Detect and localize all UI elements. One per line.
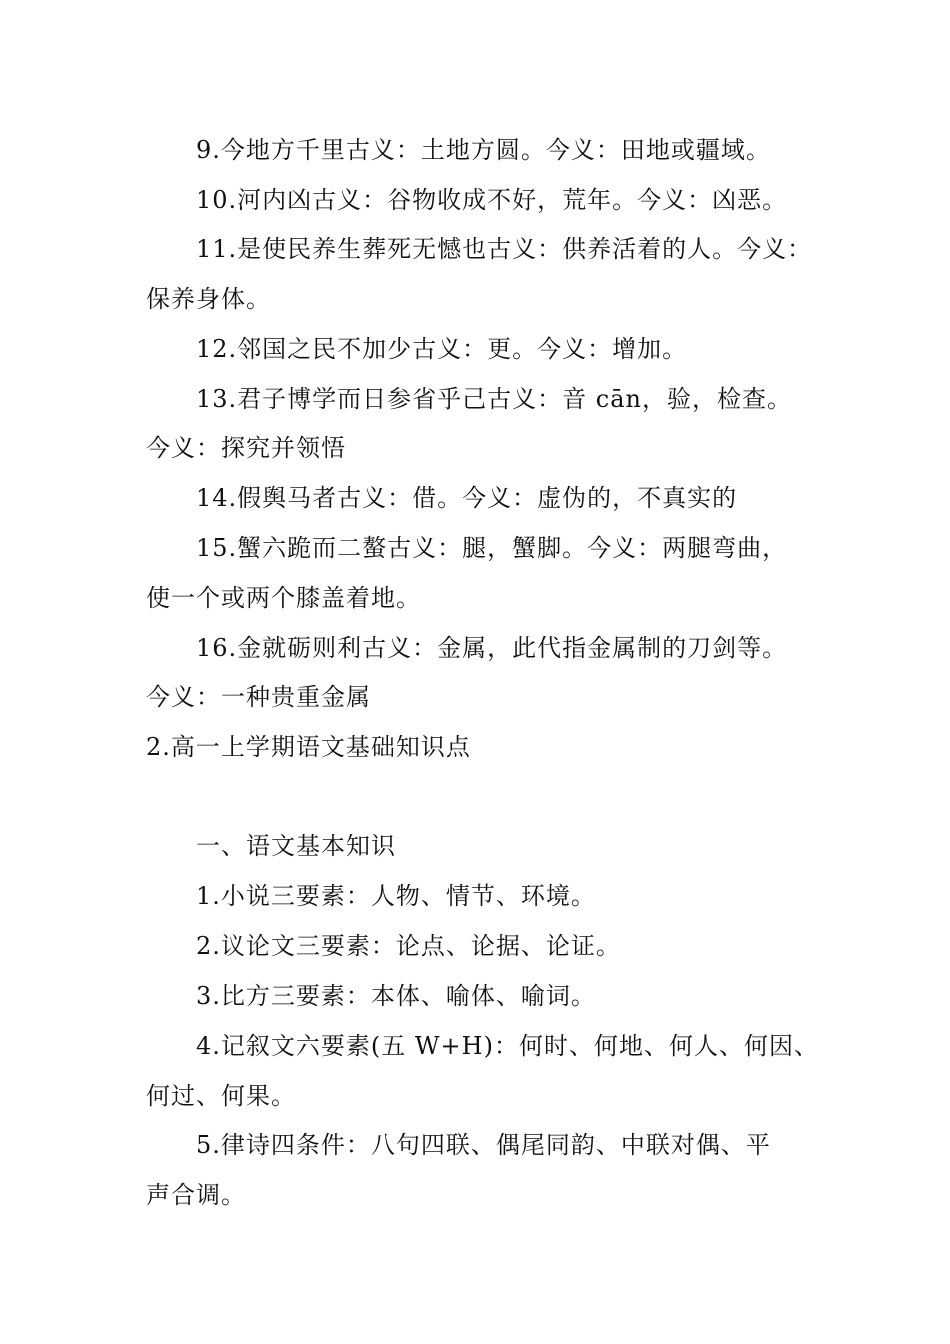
paragraph-line: 15.蟹六跪而二螯古义：腿，蟹脚。今义：两腿弯曲， <box>196 534 788 562</box>
paragraph-line: 1.小说三要素：人物、情节、环境。 <box>196 882 596 910</box>
paragraph-line: 保养身体。 <box>146 285 271 313</box>
paragraph-line: 使一个或两个膝盖着地。 <box>146 584 421 612</box>
paragraph-line: 今义：探究并领悟 <box>146 434 346 462</box>
paragraph-line: 4.记叙文六要素(五 W+H)：何时、何地、何人、何因、 <box>196 1032 819 1060</box>
paragraph-line: 声合调。 <box>146 1181 246 1209</box>
paragraph-line: 13.君子博学而日参省乎己古义：音 cān，验，检查。 <box>196 385 793 413</box>
paragraph-line: 16.金就砺则利古义：金属，此代指金属制的刀剑等。 <box>196 634 788 662</box>
subsection-heading: 一、语文基本知识 <box>196 832 396 860</box>
section-heading: 2.高一上学期语文基础知识点 <box>146 733 471 761</box>
paragraph-line: 2.议论文三要素：论点、论据、论证。 <box>196 932 621 960</box>
paragraph-line: 9.今地方千里古义：土地方圆。今义：田地或疆域。 <box>196 136 771 164</box>
paragraph-line: 11.是使民养生葬死无憾也古义：供养活着的人。今义： <box>196 235 813 263</box>
paragraph-line: 3.比方三要素：本体、喻体、喻词。 <box>196 982 596 1010</box>
paragraph-line: 何过、何果。 <box>146 1082 296 1110</box>
paragraph-line: 10.河内凶古义：谷物收成不好，荒年。今义：凶恶。 <box>196 186 788 214</box>
paragraph-line: 5.律诗四条件：八句四联、偶尾同韵、中联对偶、平 <box>196 1131 771 1159</box>
paragraph-line: 14.假舆马者古义：借。今义：虚伪的，不真实的 <box>196 484 738 512</box>
paragraph-line: 12.邻国之民不加少古义：更。今义：增加。 <box>196 335 688 363</box>
paragraph-line: 今义：一种贵重金属 <box>146 683 371 711</box>
